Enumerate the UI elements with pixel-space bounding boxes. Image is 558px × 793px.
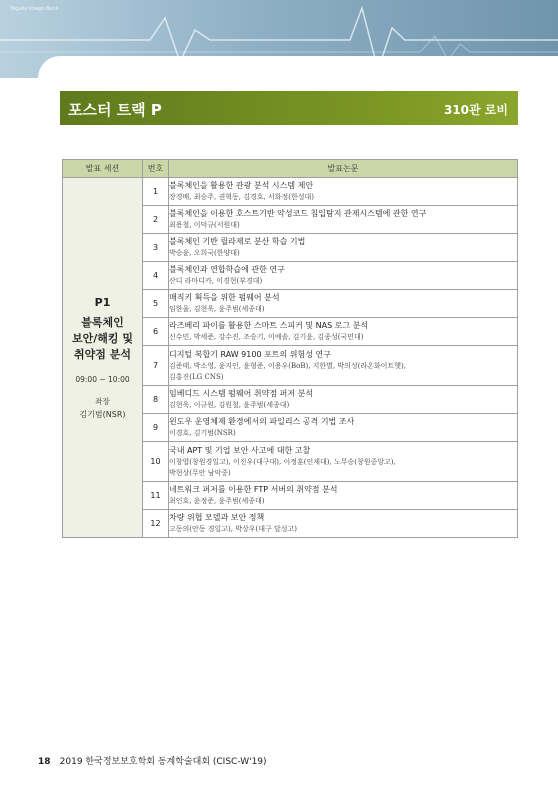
paper-authors: 고동의(안동 경일고), 박상우(대구 달성고) [169,525,298,533]
paper-number: 4 [143,262,169,290]
paper-cell [169,290,518,318]
paper-cell [169,178,518,206]
paper-cell [169,510,518,538]
paper-cell [169,482,518,510]
paper-authors: 박현상(무안 남악중) [169,468,231,477]
banner-caption: Tagelly Image Bank [10,6,59,12]
paper-cell [169,234,518,262]
session-chair: 김기범(NSR) [79,409,126,419]
paper-title: 국내 APT 및 기업 보안 사고에 대한 고찰 [169,445,311,455]
paper-authors: 최인호, 윤정준, 윤주범(세종대) [169,497,265,505]
session-cell [63,178,143,538]
paper-authors: 장경배, 최승주, 권혁동, 김경호, 서화정(한성대) [169,193,314,201]
session-name [63,315,142,363]
paper-authors: 신수민, 박세준, 강수진, 조승기, 이예솔, 김기윤, 김종성(국민대) [169,333,364,341]
page-footer [38,754,267,767]
paper-number: 10 [143,442,169,482]
header-paper: 발표논문 [169,160,518,178]
paper-number: 11 [143,482,169,510]
paper-title: 블록체인을 활용한 관광 분석 시스템 제안 [169,181,314,190]
paper-authors: 임한울, 김현욱, 윤주범(세종대) [169,305,265,313]
paper-cell [169,442,518,482]
paper-title: 네트워크 퍼저를 이용한 FTP 서버의 취약점 분석 [169,485,338,494]
paper-cell [169,262,518,290]
paper-cell [169,318,518,346]
paper-authors: 최용철, 이덕규(서원대) [169,221,240,229]
paper-cell [169,206,518,234]
paper-title: 차량 위협 모델과 보안 정책 [169,513,265,522]
paper-title: 블록체인과 연합학습에 관한 연구 [169,265,285,274]
paper-title: 매직키 획득을 위한 펌웨어 분석 [169,293,280,302]
session-name-line: 보안/해킹 및 [72,331,133,345]
session-name-line: 블록체인 [81,315,124,329]
paper-title: 블록체인 기반 릴라제로 분산 학습 기법 [169,237,306,246]
paper-cell [169,386,518,414]
table-body [63,178,518,538]
table-row [63,178,518,206]
header-session: 발표 세션 [63,160,143,178]
section-location: 310관 로비 [443,103,508,117]
session-chair-label: 좌장 [95,396,110,406]
paper-title: 디지털 복합기 RAW 9100 포트의 위험성 연구 [169,349,331,359]
paper-authors: 김현욱, 이규원, 김원철, 윤주범(세종대) [169,401,290,409]
paper-title: 블록체인을 이용한 호스트기반 악성코드 침입탐지 관제시스템에 관한 연구 [169,209,427,218]
paper-title: 임베디드 시스템 펌웨어 취약점 퍼저 분석 [169,389,314,398]
paper-title: 윈도우 운영체제 환경에서의 파일리스 공격 기법 조사 [169,417,355,426]
paper-authors: 이창엽(창원경일고), 이진우(대구대), 이정훈(인제대), 노무승(창원중앙고), [169,457,396,466]
section-title: 포스터 트랙 P [68,101,162,119]
paper-number: 3 [143,234,169,262]
table-header-row [63,160,518,178]
header-number: 번호 [143,160,169,178]
session-name-line: 취약점 분석 [74,347,131,361]
program-table [62,159,518,538]
paper-number: 5 [143,290,169,318]
paper-number: 1 [143,178,169,206]
page-number: 18 [38,757,51,767]
conference-name: 2019 한국정보보호학회 동계학술대회 (CISC-W'19) [59,757,267,767]
paper-cell [169,414,518,442]
paper-number: 7 [143,346,169,386]
paper-number: 9 [143,414,169,442]
paper-number: 8 [143,386,169,414]
session-code: P1 [94,295,111,309]
section-header [60,91,518,125]
paper-authors: 이경호, 김기범(NSR) [169,429,236,437]
paper-number: 6 [143,318,169,346]
paper-authors: 박승윤, 오희국(한양대) [169,249,240,257]
paper-authors: 김준태, 박소영, 윤지인, 윤형준, 이용우(BoB), 지한별, 박의성(라온화이트햇), [169,361,406,370]
paper-authors: 산디 라마디카, 이경현(부경대) [169,277,263,285]
session-time: 09:00 ~ 10:00 [75,374,130,384]
paper-number: 2 [143,206,169,234]
paper-authors: 김홍진(LG CNS) [169,372,224,381]
paper-title: 라즈베리 파이를 활용한 스마트 스피커 및 NAS 로그 분석 [169,321,369,330]
paper-cell [169,346,518,386]
paper-number: 12 [143,510,169,538]
